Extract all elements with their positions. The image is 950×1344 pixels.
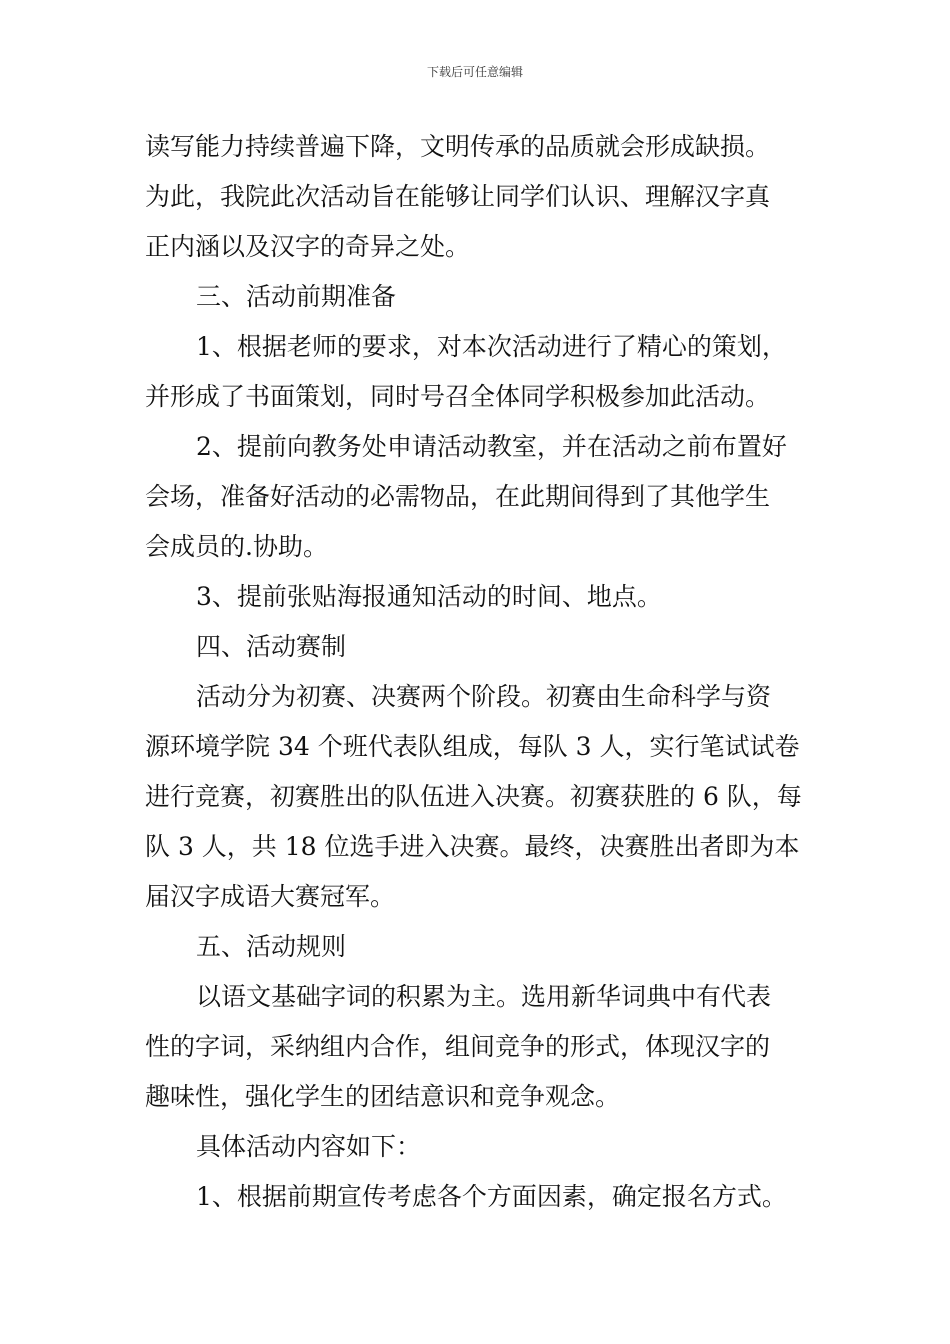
section-heading: 五、活动规则 — [196, 932, 347, 961]
document-body — [145, 122, 810, 1222]
page-header: 下载后可任意编辑 — [426, 65, 523, 79]
text-line: 为此，我院此次活动旨在能够让同学们认识、理解汉字真 — [145, 182, 771, 211]
text-line: 以语文基础字词的积累为主。选用新华词典中有代表 — [196, 982, 772, 1011]
text-line: 源环境学院 34 个班代表队组成，每队 3 人，实行笔试试卷 — [145, 732, 800, 761]
text-line: 届汉字成语大赛冠军。 — [145, 882, 396, 911]
section-heading: 三、活动前期准备 — [196, 282, 397, 311]
text-line: 会成员的.协助。 — [145, 532, 328, 561]
text-line: 队 3 人，共 18 位选手进入决赛。最终，决赛胜出者即为本 — [145, 832, 800, 861]
text-line: 1、根据老师的要求，对本次活动进行了精心的策划， — [196, 332, 787, 361]
text-line: 性的字词，采纳组内合作，组间竞争的形式，体现汉字的 — [145, 1032, 771, 1061]
text-line: 读写能力持续普遍下降，文明传承的品质就会形成缺损。 — [145, 132, 771, 161]
text-line: 2、提前向教务处申请活动教室，并在活动之前布置好 — [196, 432, 787, 461]
text-line: 趣味性，强化学生的团结意识和竞争观念。 — [145, 1082, 621, 1111]
text-line: 活动分为初赛、决赛两个阶段。初赛由生命科学与资 — [196, 682, 772, 711]
text-line: 3、提前张贴海报通知活动的时间、地点。 — [196, 582, 662, 611]
section-heading: 四、活动赛制 — [196, 632, 347, 661]
text-line: 进行竞赛，初赛胜出的队伍进入决赛。初赛获胜的 6 队，每 — [145, 782, 802, 811]
text-line: 并形成了书面策划，同时号召全体同学积极参加此活动。 — [145, 382, 771, 411]
text-line: 具体活动内容如下： — [196, 1132, 422, 1161]
text-line: 1、根据前期宣传考虑各个方面因素，确定报名方式。 — [196, 1182, 787, 1211]
text-line: 正内涵以及汉字的奇异之处。 — [145, 232, 471, 261]
text-line: 会场，准备好活动的必需物品，在此期间得到了其他学生 — [145, 482, 771, 511]
